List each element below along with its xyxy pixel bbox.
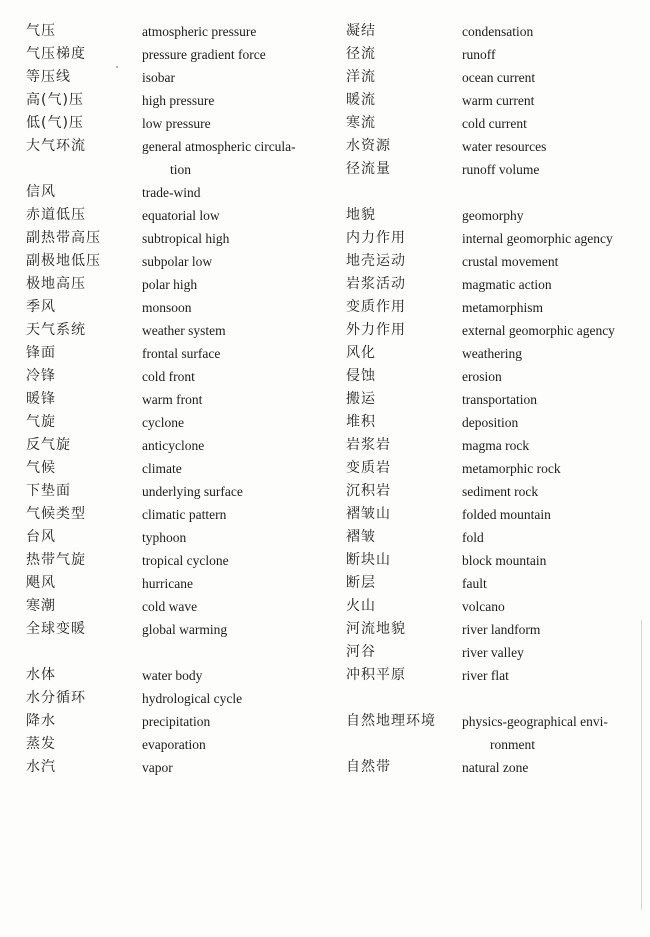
term-english-line: cyclone [142,415,184,430]
term-english-line: climatic pattern [142,507,227,522]
term-chinese: 低(气)压 [26,115,84,131]
term-english-line: metamorphism [462,300,543,315]
term-english [462,434,642,457]
term-chinese: 褶皱 [346,529,376,545]
glossary-entry [0,273,330,296]
term-english-line: magmatic action [462,277,552,292]
glossary-entry [0,319,330,342]
term-english-line: atmospheric pressure [142,24,257,39]
term-chinese: 气候 [26,460,56,476]
glossary-entry [330,756,650,779]
term-english [462,158,642,181]
term-english-line: typhoon [142,530,187,545]
term-english-line: cold current [462,116,527,131]
term-chinese: 变质岩 [346,460,391,476]
term-chinese: 自然地理环境 [346,713,436,729]
term-chinese: 气压 [26,23,56,39]
term-english-line: climate [142,461,182,476]
glossary-left-column [0,20,330,779]
term-english [462,89,642,112]
glossary-entry [0,457,330,480]
glossary-entry [330,480,650,503]
term-chinese: 暖锋 [26,391,56,407]
term-english-line: weathering [462,346,522,361]
term-chinese: 冲积平原 [346,667,406,683]
term-english-line: tropical cyclone [142,553,229,568]
term-english-line: transportation [462,392,537,407]
term-english-line: sediment rock [462,484,539,499]
term-english-continuation: ronment [490,737,535,752]
term-english [142,457,322,480]
term-chinese: 地貌 [346,207,376,223]
term-english [142,135,322,181]
glossary-entry [330,319,650,342]
term-chinese: 内力作用 [346,230,406,246]
glossary-entry [330,595,650,618]
term-english [142,66,322,89]
term-english-line: folded mountain [462,507,551,522]
term-english-line: internal geomorphic agency [462,231,613,246]
print-speck [116,66,118,68]
term-english-line: magma rock [462,438,530,453]
term-chinese: 断块山 [346,552,391,568]
term-english-line: water body [142,668,203,683]
glossary-entry [330,664,650,687]
glossary-entry [330,434,650,457]
glossary-entry [0,618,330,641]
term-english [142,687,322,710]
term-english-line: deposition [462,415,519,430]
glossary-entry [0,480,330,503]
term-chinese: 洋流 [346,69,376,85]
term-chinese: 外力作用 [346,322,406,338]
term-chinese: 极地高压 [26,276,86,292]
term-english-line: river landform [462,622,541,637]
term-english-line: runoff volume [462,162,540,177]
term-chinese: 侵蚀 [346,368,376,384]
term-english [462,710,642,756]
term-english [142,756,322,779]
term-english-line: low pressure [142,116,211,131]
term-english-line: warm front [142,392,203,407]
term-chinese: 等压线 [26,69,71,85]
term-chinese: 凝结 [346,23,376,39]
glossary-entry [0,411,330,434]
term-chinese: 火山 [346,598,376,614]
term-chinese: 径流 [346,46,376,62]
term-english [142,434,322,457]
glossary-entry [0,342,330,365]
term-english-line: cold wave [142,599,198,614]
glossary-entry [0,250,330,273]
term-chinese: 季风 [26,299,56,315]
term-english [462,572,642,595]
glossary-entry [0,227,330,250]
glossary-right-column [330,20,650,779]
term-english-line: monsoon [142,300,192,315]
section-gap [330,181,650,204]
term-english [462,296,642,319]
term-chinese: 赤道低压 [26,207,86,223]
term-chinese: 水体 [26,667,56,683]
term-english [142,710,322,733]
term-english-line: natural zone [462,760,529,775]
term-chinese: 岩浆活动 [346,276,406,292]
term-chinese: 水分循环 [26,690,86,706]
term-english-line: anticyclone [142,438,205,453]
glossary-entry [0,710,330,733]
glossary-entry [0,66,330,89]
glossary-entry [0,296,330,319]
term-english-continuation: tion [170,162,192,177]
term-english [142,319,322,342]
glossary-entry [0,20,330,43]
term-english [462,66,642,89]
term-chinese: 降水 [26,713,56,729]
glossary-entry [0,388,330,411]
glossary-entry [0,503,330,526]
term-english [142,20,322,43]
glossary-entry [330,227,650,250]
term-english-line: metamorphic rock [462,461,561,476]
term-english [142,365,322,388]
term-chinese: 台风 [26,529,56,545]
term-english [462,549,642,572]
term-chinese: 寒潮 [26,598,56,614]
term-chinese: 变质作用 [346,299,406,315]
term-english [142,411,322,434]
glossary-entry [0,365,330,388]
term-english-line: water resources [462,139,547,154]
glossary-entry [330,89,650,112]
term-english [142,572,322,595]
term-english [142,250,322,273]
term-english [462,618,642,641]
term-english [462,664,642,687]
term-english [462,480,642,503]
glossary-entry [0,572,330,595]
term-chinese: 锋面 [26,345,56,361]
term-chinese: 下垫面 [26,483,71,499]
term-chinese: 气压梯度 [26,46,86,62]
term-english [462,388,642,411]
glossary-entry [330,526,650,549]
term-english [142,618,322,641]
glossary-entry [0,526,330,549]
term-english-line: river valley [462,645,524,660]
glossary-entry [330,365,650,388]
term-english [142,342,322,365]
glossary-entry [0,756,330,779]
glossary-entry [330,503,650,526]
term-english-line: erosion [462,369,502,384]
term-english [462,641,642,664]
term-chinese: 天气系统 [26,322,86,338]
glossary-entry [330,296,650,319]
term-english-line: geomorphy [462,208,524,223]
term-chinese: 蒸发 [26,736,56,752]
term-english [462,365,642,388]
term-english [462,204,642,227]
term-english-line: pressure gradient force [142,47,266,62]
term-english-line: external geomorphic agency [462,323,615,338]
term-english-line: weather system [142,323,226,338]
term-english [142,503,322,526]
glossary-entry [0,181,330,204]
term-english-line: block mountain [462,553,547,568]
term-chinese: 副热带高压 [26,230,101,246]
term-english [462,43,642,66]
term-english [142,181,322,204]
term-english [462,273,642,296]
term-english-line: physics-geographical envi- [462,714,608,729]
term-english [462,342,642,365]
glossary-entry [0,43,330,66]
glossary-entry [330,250,650,273]
term-chinese: 风化 [346,345,376,361]
term-english-line: high pressure [142,93,215,108]
term-english [142,664,322,687]
term-chinese: 冷锋 [26,368,56,384]
term-english [142,388,322,411]
term-chinese: 河流地貌 [346,621,406,637]
term-english [142,112,322,135]
term-english [462,112,642,135]
term-english-line: river flat [462,668,509,683]
term-english [142,733,322,756]
term-english [462,457,642,480]
term-english-line: general atmospheric circula- [142,139,296,154]
glossary-entry [330,342,650,365]
term-english [462,503,642,526]
term-chinese: 全球变暖 [26,621,86,637]
glossary-entry [330,66,650,89]
term-english [142,549,322,572]
section-gap [0,641,330,664]
term-chinese: 河谷 [346,644,376,660]
term-english [462,595,642,618]
term-english [142,296,322,319]
glossary-entry [330,273,650,296]
term-english-line: condensation [462,24,534,39]
term-chinese: 径流量 [346,161,391,177]
term-english [462,319,642,342]
term-chinese: 自然带 [346,759,391,775]
glossary-entry [330,710,650,756]
term-chinese: 水汽 [26,759,56,775]
glossary-entry [0,664,330,687]
term-english-line: subtropical high [142,231,230,246]
term-chinese: 反气旋 [26,437,71,453]
glossary-entry [0,549,330,572]
term-chinese: 热带气旋 [26,552,86,568]
term-chinese: 副极地低压 [26,253,101,269]
glossary-entry [330,112,650,135]
term-english-line: equatorial low [142,208,220,223]
term-english [462,227,642,250]
term-english [142,89,322,112]
glossary-entry [0,434,330,457]
term-english [462,526,642,549]
term-chinese: 高(气)压 [26,92,84,108]
term-english [142,43,322,66]
term-chinese: 气旋 [26,414,56,430]
glossary-entry [0,733,330,756]
term-english-line: isobar [142,70,175,85]
term-chinese: 水资源 [346,138,391,154]
term-chinese: 岩浆岩 [346,437,391,453]
glossary-entry [0,687,330,710]
term-english [462,411,642,434]
glossary-entry [0,112,330,135]
glossary-entry [0,595,330,618]
term-english-line: cold front [142,369,195,384]
term-english-line: polar high [142,277,198,292]
glossary-entry [330,135,650,158]
term-english [142,595,322,618]
glossary-entry [330,549,650,572]
term-english [462,250,642,273]
term-chinese: 暖流 [346,92,376,108]
term-chinese: 大气环流 [26,138,86,154]
glossary-entry [330,457,650,480]
term-english-line: trade-wind [142,185,201,200]
term-english-line: volcano [462,599,505,614]
term-chinese: 信风 [26,184,56,200]
term-chinese: 沉积岩 [346,483,391,499]
glossary-entry [330,411,650,434]
term-english [462,135,642,158]
term-english-line: vapor [142,760,173,775]
glossary-entry [0,89,330,112]
term-english-line: fold [462,530,484,545]
term-english-line: frontal surface [142,346,221,361]
term-english [142,273,322,296]
term-english [462,20,642,43]
term-english-line: ocean current [462,70,536,85]
term-english-line: subpolar low [142,254,213,269]
term-english-line: warm current [462,93,535,108]
term-english-line: underlying surface [142,484,243,499]
term-english [142,204,322,227]
term-english [142,526,322,549]
page-edge-line [641,620,642,910]
term-english [142,480,322,503]
term-chinese: 地壳运动 [346,253,406,269]
glossary-entry [330,204,650,227]
term-chinese: 寒流 [346,115,376,131]
glossary-entry [0,204,330,227]
term-chinese: 飓风 [26,575,56,591]
glossary-entry [330,641,650,664]
term-chinese: 褶皱山 [346,506,391,522]
term-english [462,756,642,779]
term-english-line: hurricane [142,576,193,591]
term-english-line: runoff [462,47,496,62]
term-english-line: hydrological cycle [142,691,243,706]
term-english [142,227,322,250]
term-english-line: fault [462,576,487,591]
term-chinese: 搬运 [346,391,376,407]
glossary-entry [330,388,650,411]
term-english-line: evaporation [142,737,206,752]
glossary-entry [330,572,650,595]
glossary-entry [330,20,650,43]
glossary-entry [330,618,650,641]
glossary-entry [0,135,330,181]
section-gap [330,687,650,710]
term-chinese: 堆积 [346,414,376,430]
term-english-line: crustal movement [462,254,559,269]
glossary-entry [330,43,650,66]
term-chinese: 断层 [346,575,376,591]
term-english-line: global warming [142,622,228,637]
term-chinese: 气候类型 [26,506,86,522]
glossary-entry [330,158,650,181]
term-english-line: precipitation [142,714,211,729]
